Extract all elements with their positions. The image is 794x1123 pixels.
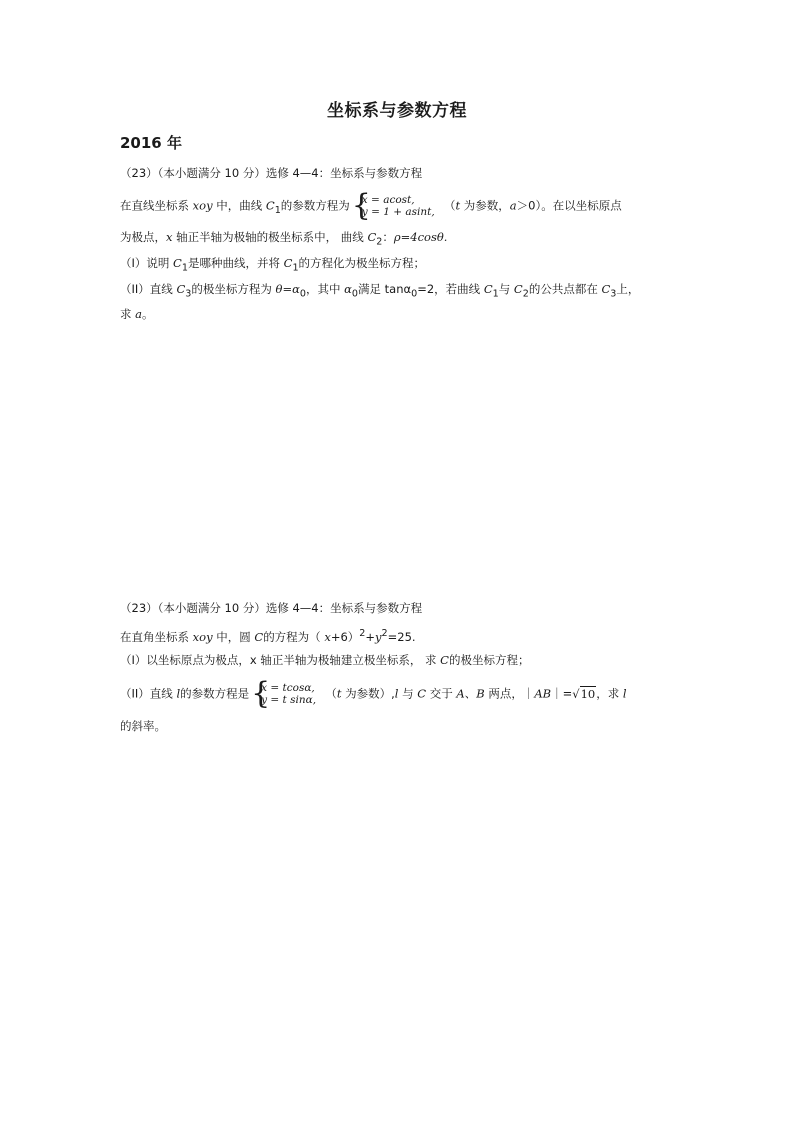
c1-symbol: C xyxy=(483,282,493,296)
text: 的参数方程为 xyxy=(280,198,350,213)
text: 与 xyxy=(498,282,514,296)
c-symbol: C xyxy=(417,686,427,701)
q1-part2-line1 xyxy=(120,281,639,302)
subscript: 1 xyxy=(181,262,188,274)
c3-symbol: C xyxy=(601,282,611,296)
text: 为参数）, xyxy=(341,686,395,701)
text: 、 xyxy=(464,686,477,701)
text: ，求 xyxy=(596,686,623,701)
subscript: 0 xyxy=(351,288,359,300)
text: 中，曲线 xyxy=(212,198,266,213)
text: （ xyxy=(444,198,456,213)
text: 是哪种曲线，并将 xyxy=(187,256,284,270)
subscript: 1 xyxy=(274,204,281,216)
t-symbol: t xyxy=(336,686,342,701)
year-heading: 2016 年 xyxy=(120,134,182,152)
q1-statement-line1 xyxy=(120,188,622,223)
c2-symbol: C xyxy=(513,282,523,296)
xoy-symbol: xoy xyxy=(192,629,213,644)
a-symbol: a xyxy=(509,198,517,213)
text: ： xyxy=(382,230,394,244)
sqrt-10: √10 xyxy=(572,686,596,701)
q1-header: （23）（本小题满分 10 分）选修 4—4：坐标系与参数方程 xyxy=(120,166,423,180)
x-symbol: x xyxy=(324,629,331,644)
text: （I）说明 xyxy=(120,256,174,270)
subscript: 3 xyxy=(610,288,617,300)
text: =2，若曲线 xyxy=(417,282,484,296)
subscript: 3 xyxy=(185,288,192,300)
text: （I）以坐标原点为极点，x 轴正半轴为极轴建立极坐标系， 求 xyxy=(120,653,441,667)
q2-part1 xyxy=(120,652,529,668)
c2-equation: ρ=4cosθ. xyxy=(393,230,448,244)
subscript: 1 xyxy=(492,288,499,300)
a-symbol: a xyxy=(135,307,143,321)
system-row-2: y = t sinα, xyxy=(261,694,317,706)
c1-symbol: C xyxy=(265,198,275,213)
text: 的极坐标方程为 xyxy=(191,282,276,296)
subscript: 1 xyxy=(292,262,299,274)
text: 的方程为（ xyxy=(263,629,325,644)
subscript: 0 xyxy=(411,288,418,300)
q2-header: （23）（本小题满分 10 分）选修 4—4：坐标系与参数方程 xyxy=(120,601,423,615)
text: ｜= xyxy=(551,686,573,701)
t-symbol: t xyxy=(455,198,461,213)
point-a: A xyxy=(456,686,465,701)
c2-symbol: C xyxy=(367,230,377,244)
c3-symbol: C xyxy=(176,282,186,296)
text: 。 xyxy=(142,307,154,321)
text: 求 xyxy=(120,307,136,321)
text: （ xyxy=(325,686,337,701)
text: 为极点， xyxy=(120,230,166,244)
text: 轴正半轴为极轴的极坐标系中， 曲线 xyxy=(172,230,368,244)
text: +6） xyxy=(330,629,360,644)
text: 上， xyxy=(616,282,640,296)
c1-symbol: C xyxy=(173,256,182,270)
text: + xyxy=(365,629,376,644)
text: 的参数方程是 xyxy=(180,686,250,701)
text: 满足 tanα xyxy=(358,282,412,296)
superscript: 2 xyxy=(359,628,366,639)
c-symbol: C xyxy=(440,653,449,667)
text: 在直角坐标系 xyxy=(120,629,193,644)
system-row-2: y = 1 + asint, xyxy=(361,206,435,218)
q2-part2-line1 xyxy=(120,676,627,711)
radicand: 10 xyxy=(580,686,596,701)
text: 为参数， xyxy=(460,198,510,213)
text: =25. xyxy=(387,629,416,644)
c-symbol: C xyxy=(254,629,264,644)
parametric-system: { x = tcosα, y = t sinα, xyxy=(251,676,317,711)
xoy-symbol: xoy xyxy=(192,198,213,213)
text: 的公共点都在 xyxy=(528,282,602,296)
c3-equation: θ=α xyxy=(275,282,300,296)
text: 的极坐标方程； xyxy=(448,653,530,667)
l-symbol: l xyxy=(622,686,627,701)
y-symbol: y xyxy=(375,629,382,644)
point-b: B xyxy=(476,686,485,701)
q1-part2-line2 xyxy=(120,306,154,322)
q1-statement-line2 xyxy=(120,229,447,250)
parametric-system: { x = acost, y = 1 + asint, xyxy=(351,188,435,223)
text: （II）直线 xyxy=(120,686,177,701)
text: 的方程化为极坐标方程； xyxy=(298,256,426,270)
text: 与 xyxy=(398,686,418,701)
text: 两点，｜ xyxy=(484,686,535,701)
text: ＞0）。在以坐标原点 xyxy=(516,198,622,213)
q2-statement xyxy=(120,626,416,645)
ab-symbol: AB xyxy=(534,686,552,701)
l-symbol: l xyxy=(394,686,399,701)
subscript: 2 xyxy=(522,288,529,300)
x-symbol: x xyxy=(166,230,173,244)
system-row-1: x = tcosα, xyxy=(261,682,315,694)
l-symbol: l xyxy=(176,686,181,701)
subscript: 2 xyxy=(376,236,383,248)
subscript: 0 xyxy=(299,288,306,300)
alpha-symbol: α xyxy=(344,282,352,296)
text: （II）直线 xyxy=(120,282,177,296)
text: 在直线坐标系 xyxy=(120,198,193,213)
superscript: 2 xyxy=(381,628,388,639)
page-title: 坐标系与参数方程 xyxy=(327,101,467,121)
text: ，其中 xyxy=(305,282,345,296)
q2-part2-line2: 的斜率。 xyxy=(120,719,166,733)
system-row-1: x = acost, xyxy=(361,194,415,206)
q1-part1 xyxy=(120,255,425,276)
c1-symbol: C xyxy=(283,256,293,270)
text: 交于 xyxy=(426,686,457,701)
text: 中，圆 xyxy=(212,629,255,644)
